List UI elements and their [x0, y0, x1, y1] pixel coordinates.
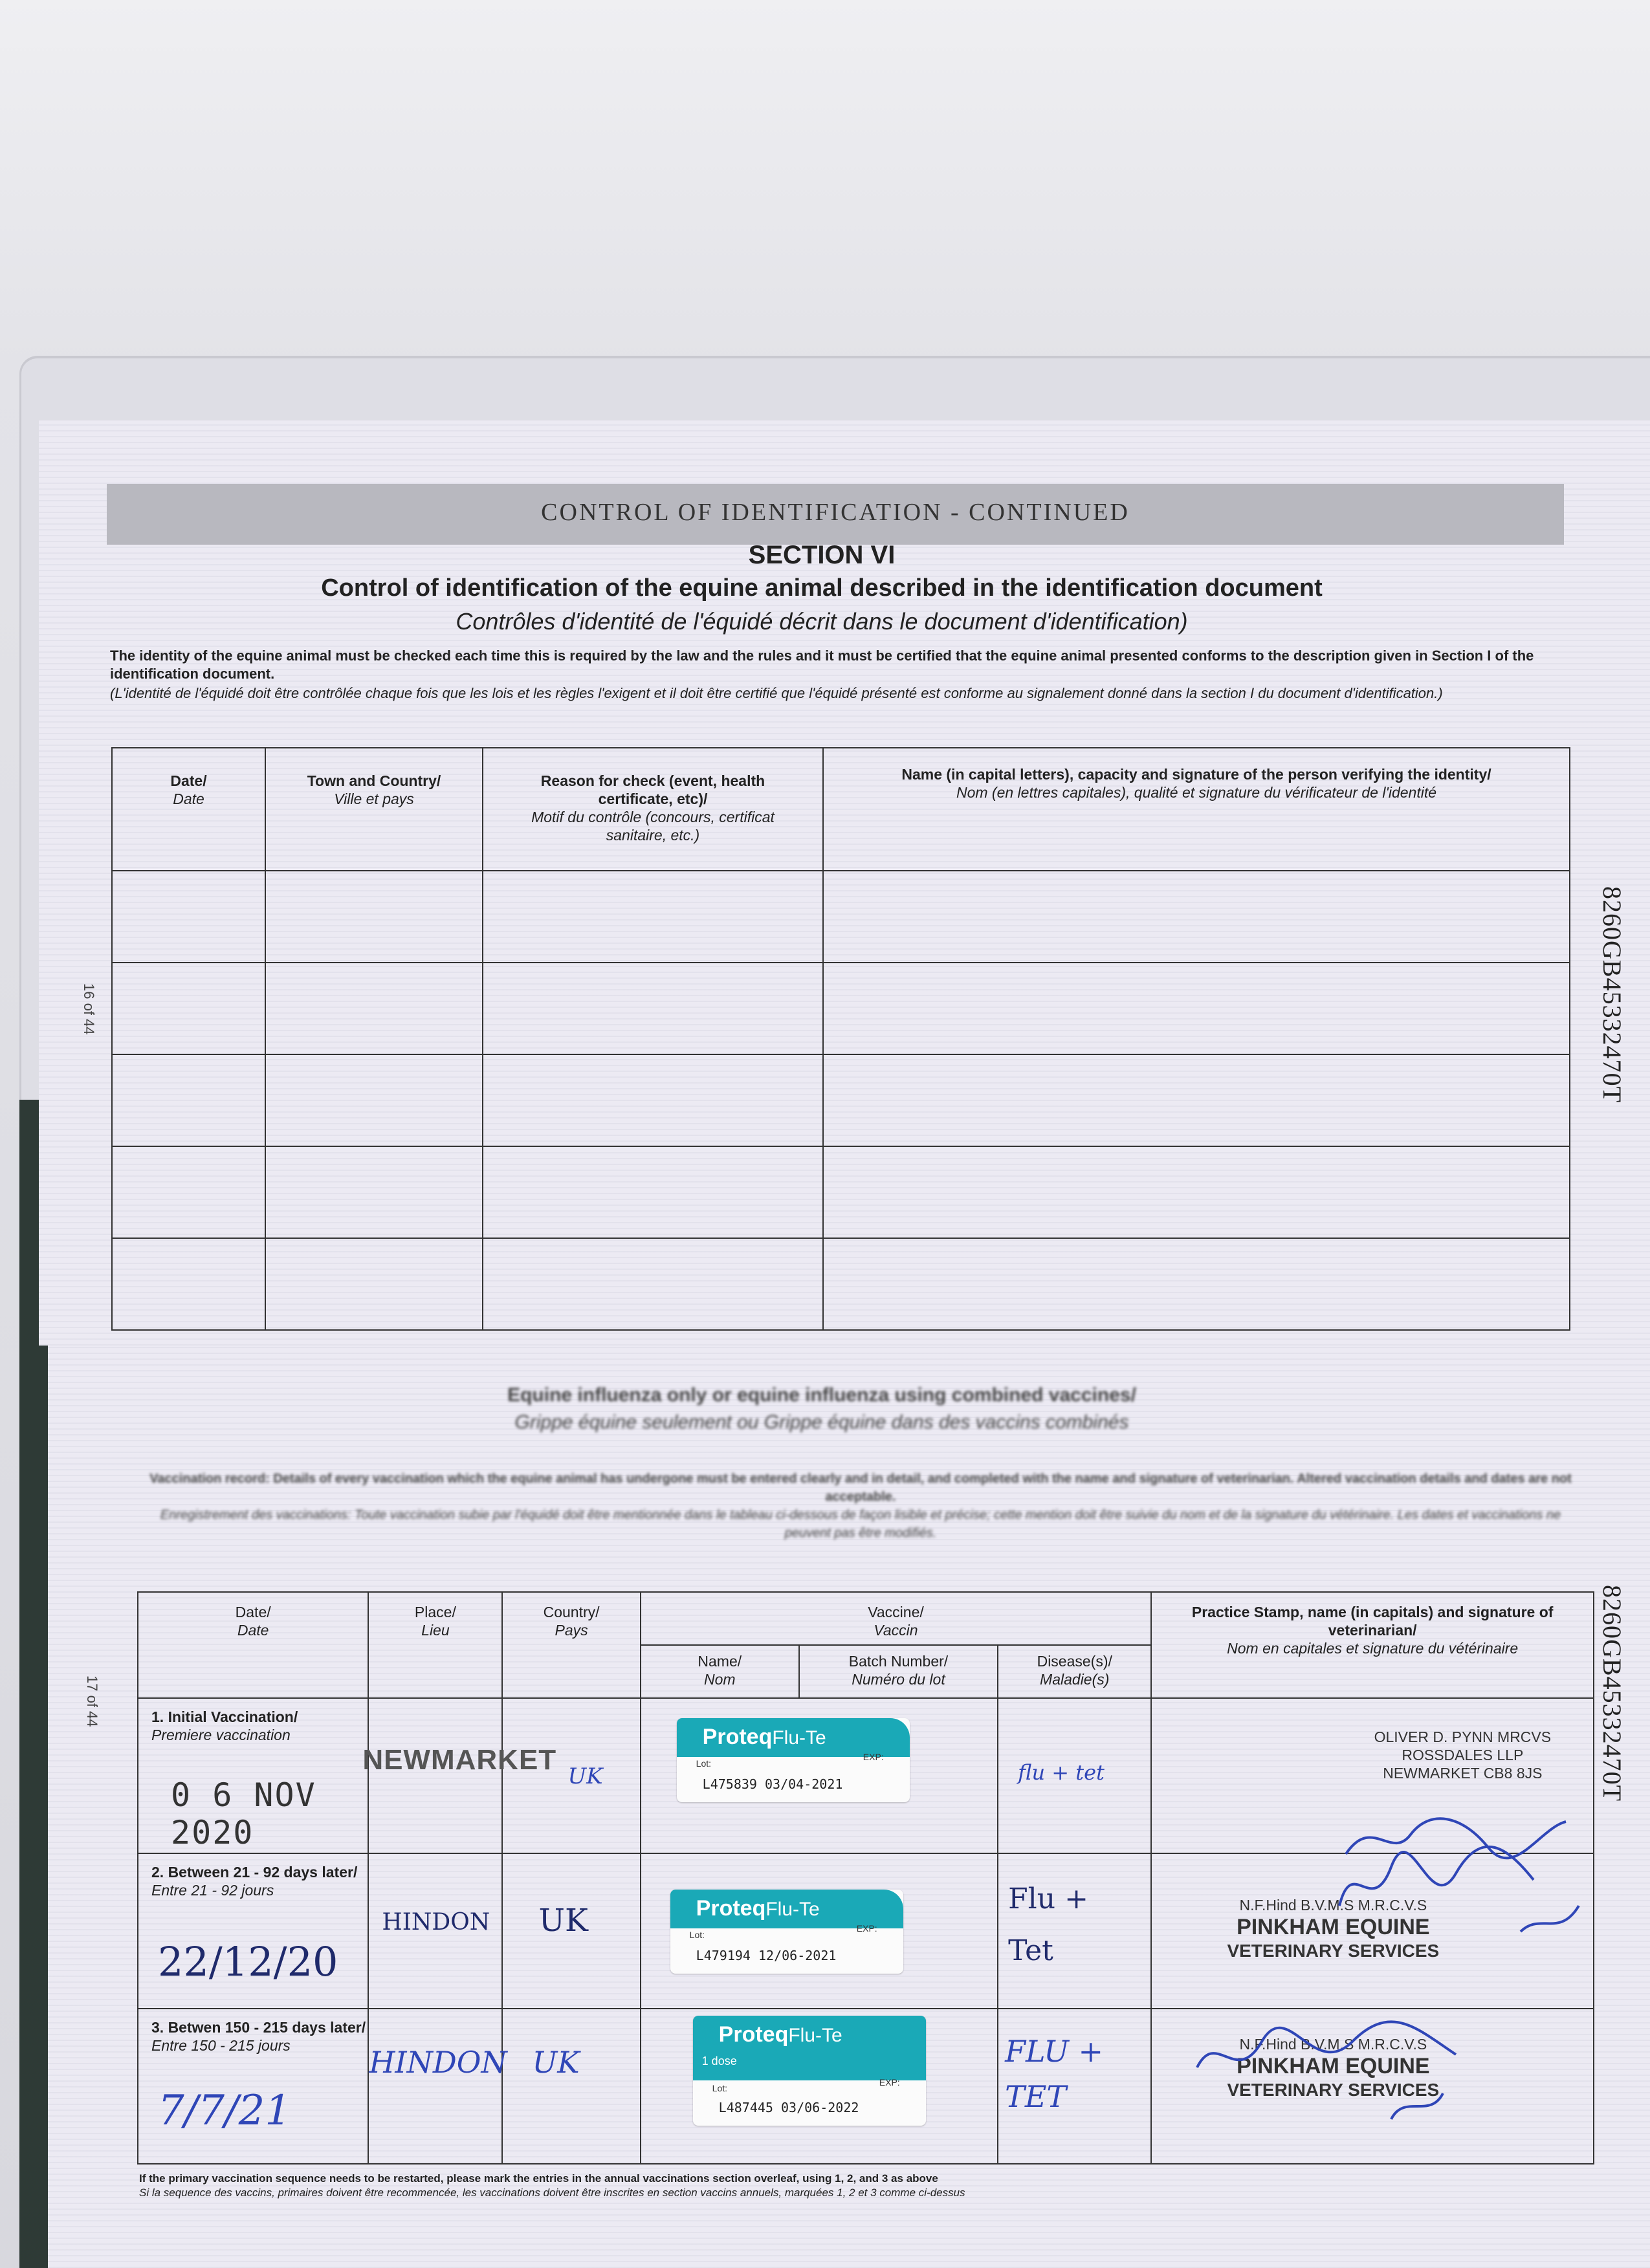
- cell-reason[interactable]: [483, 1238, 823, 1330]
- col-vaccine-name: Name/ Nom: [641, 1645, 799, 1698]
- cell-town[interactable]: [265, 1238, 483, 1330]
- cell-country[interactable]: [502, 2009, 640, 2164]
- disease-handwriting: flu + tet: [1018, 1760, 1105, 1785]
- lot-number: L487445 03/06-2022: [718, 2100, 859, 2115]
- country-handwriting: UK: [567, 1763, 603, 1789]
- cell-date[interactable]: [112, 871, 265, 963]
- cell-disease[interactable]: [998, 1698, 1151, 1853]
- place-handwriting: HINDON: [369, 2045, 507, 2080]
- page-number-16: 16 of 44: [81, 983, 97, 1035]
- cell-vaccine-batch[interactable]: [641, 1853, 998, 2009]
- cell-date[interactable]: [112, 1238, 265, 1330]
- cell-vaccine-batch[interactable]: [641, 1698, 998, 1853]
- row-label-fr: Premiere vaccination: [151, 1727, 291, 1743]
- table-row: [112, 1238, 1570, 1330]
- section-heading: SECTION VI: [748, 541, 896, 569]
- band-title: CONTROL OF IDENTIFICATION - CONTINUED: [541, 499, 1130, 526]
- col-disease: Disease(s)/ Maladie(s): [998, 1645, 1151, 1698]
- row-label-fr: Entre 21 - 92 jours: [151, 1882, 274, 1899]
- cell-verifier[interactable]: [823, 1146, 1570, 1238]
- col-vaccine: Vaccine/ Vaccin: [641, 1592, 1152, 1645]
- cell-verifier[interactable]: [823, 963, 1570, 1054]
- cell-date[interactable]: [138, 2009, 368, 2164]
- footnote-fr: Si la sequence des vaccins, primaires doivent être recommencée, les vaccinations doivent être inscrites en section vaccins annuels, marquées 1, 2 et 3 comme ci-dessus: [139, 2186, 965, 2199]
- table-row: [138, 2009, 1594, 2164]
- lot-number: L479194 12/06-2021: [696, 1948, 837, 1963]
- date-handwriting: 7/7/21: [158, 2087, 291, 2135]
- vaccine-brand: ProteqFlu-Te: [693, 2016, 926, 2080]
- disease-handwriting: FLU + TET: [1005, 2034, 1104, 2114]
- cell-disease[interactable]: [998, 2009, 1151, 2164]
- col-date: Date/ Date: [138, 1592, 368, 1698]
- table-row: [112, 871, 1570, 963]
- place-stamp: NEWMARKET: [362, 1744, 557, 1776]
- col-batch: Batch Number/ Numéro du lot: [799, 1645, 998, 1698]
- cell-place[interactable]: [362, 1698, 557, 1853]
- cell-reason[interactable]: [483, 1146, 823, 1238]
- cell-town[interactable]: [265, 1054, 483, 1146]
- date-stamp: 0 6 NOV 2020: [171, 1776, 316, 1851]
- vaccine-brand: ProteqFlu-Te: [677, 1718, 910, 1757]
- section-title: Control of identification of the equine animal described in the identification document: [321, 574, 1323, 602]
- footnote-en: If the primary vaccination sequence needs to be restarted, please mark the entries in the annual vaccinations section overleaf, using 1, 2, and 3 as above: [139, 2172, 938, 2185]
- vaccination-intro-en: Vaccination record: Details of every vaccination which the equine animal has undergone must be entered clearly and in detail, and completed with the name and signature of veterinarian. Altered vaccination details and dates are not acceptable.: [149, 1472, 1572, 1504]
- table-row: [112, 1054, 1570, 1146]
- serial-number-bottom: 8260GB45332470T: [1598, 1585, 1627, 1802]
- vaccination-table: [137, 1591, 1594, 2164]
- col-reason: Reason for check (event, health certificate, etc)/ Motif du contrôle (concours, certificat sanitaire, etc.): [483, 748, 823, 871]
- cell-verifier[interactable]: [823, 1238, 1570, 1330]
- cell-reason[interactable]: [483, 871, 823, 963]
- cell-date[interactable]: [138, 1853, 368, 2009]
- page-number-17: 17 of 44: [84, 1675, 100, 1727]
- cell-date[interactable]: [112, 963, 265, 1054]
- col-date: Date/ Date: [112, 748, 265, 871]
- vaccine-label: ProteqFlu-Te Lot: EXP: L479194 12/06-2021: [670, 1890, 903, 1974]
- disease-handwriting: Flu + Tet: [1008, 1882, 1088, 1967]
- col-country: Country/ Pays: [502, 1592, 640, 1698]
- identity-check-table: [111, 747, 1570, 1331]
- cell-vet-stamp[interactable]: [1151, 1853, 1594, 2009]
- table-header-row: [112, 748, 1570, 871]
- col-place: Place/ Lieu: [368, 1592, 502, 1698]
- cell-country[interactable]: [502, 1853, 640, 2009]
- col-stamp: Practice Stamp, name (in capitals) and signature of veterinarian/ Nom en capitales et signature du vétérinaire: [1151, 1592, 1594, 1698]
- cell-disease[interactable]: [998, 1853, 1151, 2009]
- row-label: 2. Between 21 - 92 days later/: [151, 1864, 358, 1881]
- row-label: 1. Initial Vaccination/: [151, 1708, 298, 1725]
- vaccination-title: Equine influenza only or equine influenza using combined vaccines/: [507, 1384, 1136, 1406]
- cell-reason[interactable]: [483, 963, 823, 1054]
- signature: [1184, 2016, 1482, 2145]
- cell-verifier[interactable]: [823, 871, 1570, 963]
- cell-vaccine-batch[interactable]: [641, 2009, 998, 2164]
- cell-date[interactable]: [112, 1054, 265, 1146]
- vet-stamp: OLIVER D. PYNN MRCVS ROSSDALES LLP NEWMARKET CB8 8JS: [1374, 1728, 1552, 1782]
- cell-date[interactable]: [138, 1698, 368, 1853]
- row-label-fr: Entre 150 - 215 jours: [151, 2037, 291, 2054]
- table-row: [138, 1698, 1594, 1853]
- cell-vet-stamp[interactable]: [1151, 2009, 1594, 2164]
- cell-town[interactable]: [265, 963, 483, 1054]
- vaccination-intro-fr: Enregistrement des vaccinations: Toute vaccination subie par l'équidé doit être mentionnée dans le tableau ci-dessous de façon lisible et précise; cette mention doit être suivie du nom et de la signature du vétérinaire. Les dates et vaccinations ne peuvent pas être modifiés.: [160, 1508, 1561, 1540]
- table-row: [112, 963, 1570, 1054]
- date-handwriting: 22/12/20: [158, 1938, 338, 1985]
- intro-text-fr: (L'identité de l'équidé doit être contrôlée chaque fois que les lois et les règles l'exigent et il doit être certifié que l'équidé présenté est conforme au signalement donné dans la section I du document d'identification.): [110, 685, 1443, 701]
- intro-text-en: The identity of the equine animal must be checked each time this is required by the law and the rules and it must be certified that the equine animal presented conforms to the description given in Section I of the identification document.: [110, 648, 1534, 682]
- cell-place[interactable]: [368, 2009, 507, 2164]
- vaccine-label: ProteqFlu-Te 1 dose Lot: EXP: L487445 03/06-2022: [693, 2016, 926, 2126]
- vet-stamp: N.F.Hind B.V.M.S M.R.C.V.S PINKHAM EQUINE VETERINARY SERVICES: [1227, 1897, 1440, 1961]
- row-label: 3. Betwen 150 - 215 days later/: [151, 2019, 366, 2036]
- vaccine-brand: ProteqFlu-Te: [670, 1890, 903, 1928]
- vaccination-title-fr: Grippe équine seulement ou Grippe équine dans des vaccins combinés: [514, 1412, 1129, 1433]
- cell-town[interactable]: [265, 871, 483, 963]
- cell-country[interactable]: [502, 1698, 640, 1853]
- vaccine-dose: 1 dose: [701, 2055, 737, 2067]
- cell-verifier[interactable]: [823, 1054, 1570, 1146]
- vaccine-label: ProteqFlu-Te Lot: EXP: L475839 03/04-2021: [677, 1718, 910, 1802]
- table-header-row: [138, 1592, 1594, 1645]
- col-verifier: Name (in capital letters), capacity and signature of the person verifying the identity/ Nom (en lettres capitales), qualité et signature du vérificateur de l'identité: [823, 748, 1570, 871]
- table-row: [138, 1853, 1594, 2009]
- signature: [1326, 1841, 1585, 1970]
- cell-town[interactable]: [265, 1146, 483, 1238]
- cell-place[interactable]: [368, 1853, 502, 2009]
- section-title-fr: Contrôles d'identité de l'équidé décrit dans le document d'identification): [456, 608, 1188, 635]
- cell-vet-stamp[interactable]: [1151, 1698, 1594, 1853]
- lot-number: L475839 03/04-2021: [702, 1776, 843, 1792]
- place-handwriting: HINDON: [382, 1909, 490, 1935]
- cell-date[interactable]: [112, 1146, 265, 1238]
- vet-stamp: N.F.Hind B.V.M.S M.R.C.V.S PINKHAM EQUINE VETERINARY SERVICES: [1227, 2036, 1440, 2100]
- country-handwriting: UK: [532, 2045, 580, 2080]
- col-town-country: Town and Country/ Ville et pays: [265, 748, 483, 871]
- cell-reason[interactable]: [483, 1054, 823, 1146]
- table-row: [112, 1146, 1570, 1238]
- serial-number-top: 8260GB45332470T: [1598, 886, 1627, 1103]
- country-handwriting: UK: [538, 1903, 588, 1939]
